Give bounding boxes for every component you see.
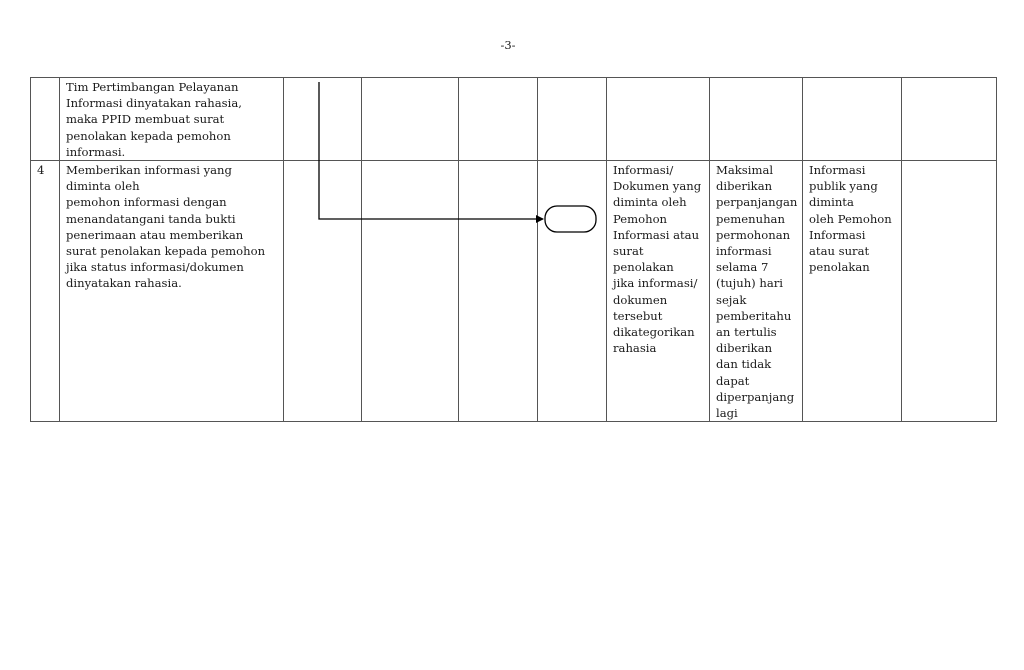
activity-line: Tim Pertimbangan Pelayanan bbox=[66, 80, 239, 94]
activity-line: pemohon informasi dengan bbox=[66, 195, 227, 210]
row-number: 4 bbox=[37, 163, 45, 178]
requirements-line: Informasi/ bbox=[613, 163, 674, 178]
requirements-line: Pemohon bbox=[613, 211, 668, 226]
requirements-line: jika informasi/ bbox=[613, 276, 698, 291]
sop-table bbox=[30, 77, 997, 422]
flow-cell bbox=[459, 161, 538, 422]
table-row bbox=[31, 161, 997, 422]
time-cell bbox=[710, 161, 803, 422]
time-cell bbox=[710, 78, 803, 161]
activity-line: penolakan kepada pemohon bbox=[66, 128, 231, 143]
activity-line: menandatangani tanda bukti bbox=[66, 211, 236, 226]
notes-cell bbox=[902, 161, 997, 422]
time-line: sejak bbox=[716, 292, 747, 307]
activity-line: diminta oleh bbox=[66, 179, 140, 194]
time-line: diperpanjang bbox=[716, 389, 795, 404]
activity-line: dinyatakan rahasia. bbox=[66, 276, 182, 291]
flow-cell bbox=[362, 78, 459, 161]
notes-cell bbox=[902, 78, 997, 161]
activity-line: maka PPID membuat surat bbox=[66, 112, 225, 127]
requirements-cell bbox=[607, 161, 710, 422]
time-line: dan tidak bbox=[716, 357, 772, 372]
output-line: penolakan bbox=[809, 260, 870, 275]
time-line: an tertulis bbox=[716, 325, 777, 340]
output-line: Informasi bbox=[809, 163, 866, 178]
activity-line: Informasi dinyatakan rahasia, bbox=[66, 96, 242, 111]
time-line: pemberitahu bbox=[716, 308, 792, 323]
output-line: diminta bbox=[809, 195, 854, 210]
requirements-cell bbox=[607, 78, 710, 161]
requirements-line: rahasia bbox=[613, 341, 657, 356]
page-number: -3- bbox=[500, 38, 516, 52]
time-line: diberikan bbox=[716, 179, 773, 194]
time-line: selama 7 bbox=[716, 260, 769, 275]
row-number-cell bbox=[31, 78, 60, 161]
time-line: diberikan bbox=[716, 341, 773, 356]
time-line: pemenuhan bbox=[716, 211, 785, 226]
requirements-line: surat bbox=[613, 244, 644, 259]
output-line: oleh Pemohon bbox=[809, 211, 892, 226]
output-line: atau surat bbox=[809, 244, 870, 259]
requirements-line: dikategorikan bbox=[613, 325, 695, 340]
time-line: dapat bbox=[716, 373, 750, 388]
activity-cell bbox=[60, 78, 284, 161]
flow-cell bbox=[459, 78, 538, 161]
requirements-line: diminta oleh bbox=[613, 195, 687, 210]
row-number-cell bbox=[31, 161, 60, 422]
output-cell bbox=[803, 161, 902, 422]
time-line: perpanjangan bbox=[716, 195, 798, 210]
time-line: informasi bbox=[716, 244, 772, 259]
flow-cell bbox=[538, 78, 607, 161]
activity-line: informasi. bbox=[66, 144, 126, 159]
requirements-line: dokumen bbox=[613, 292, 668, 307]
activity-line: penerimaan atau memberikan bbox=[66, 227, 244, 242]
time-line: (tujuh) hari bbox=[716, 276, 784, 291]
activity-line: jika status informasi/dokumen bbox=[66, 260, 244, 275]
time-line: permohonan bbox=[716, 227, 791, 242]
output-line: Informasi bbox=[809, 227, 866, 242]
requirements-line: tersebut bbox=[613, 308, 663, 323]
output-cell bbox=[803, 78, 902, 161]
table-row bbox=[31, 78, 997, 161]
requirements-line: Dokumen yang bbox=[613, 179, 702, 194]
flow-cell bbox=[362, 161, 459, 422]
activity-cell bbox=[60, 161, 284, 422]
activity-line: surat penolakan kepada pemohon bbox=[66, 244, 266, 259]
requirements-line: penolakan bbox=[613, 260, 674, 275]
flow-cell bbox=[284, 78, 362, 161]
time-line: Maksimal bbox=[716, 163, 774, 178]
activity-line: Memberikan informasi yang bbox=[66, 163, 232, 178]
flow-cell bbox=[538, 161, 607, 422]
output-line: publik yang bbox=[809, 179, 878, 194]
flow-cell bbox=[284, 161, 362, 422]
requirements-line: Informasi atau bbox=[613, 227, 700, 242]
time-line: lagi bbox=[716, 406, 738, 421]
